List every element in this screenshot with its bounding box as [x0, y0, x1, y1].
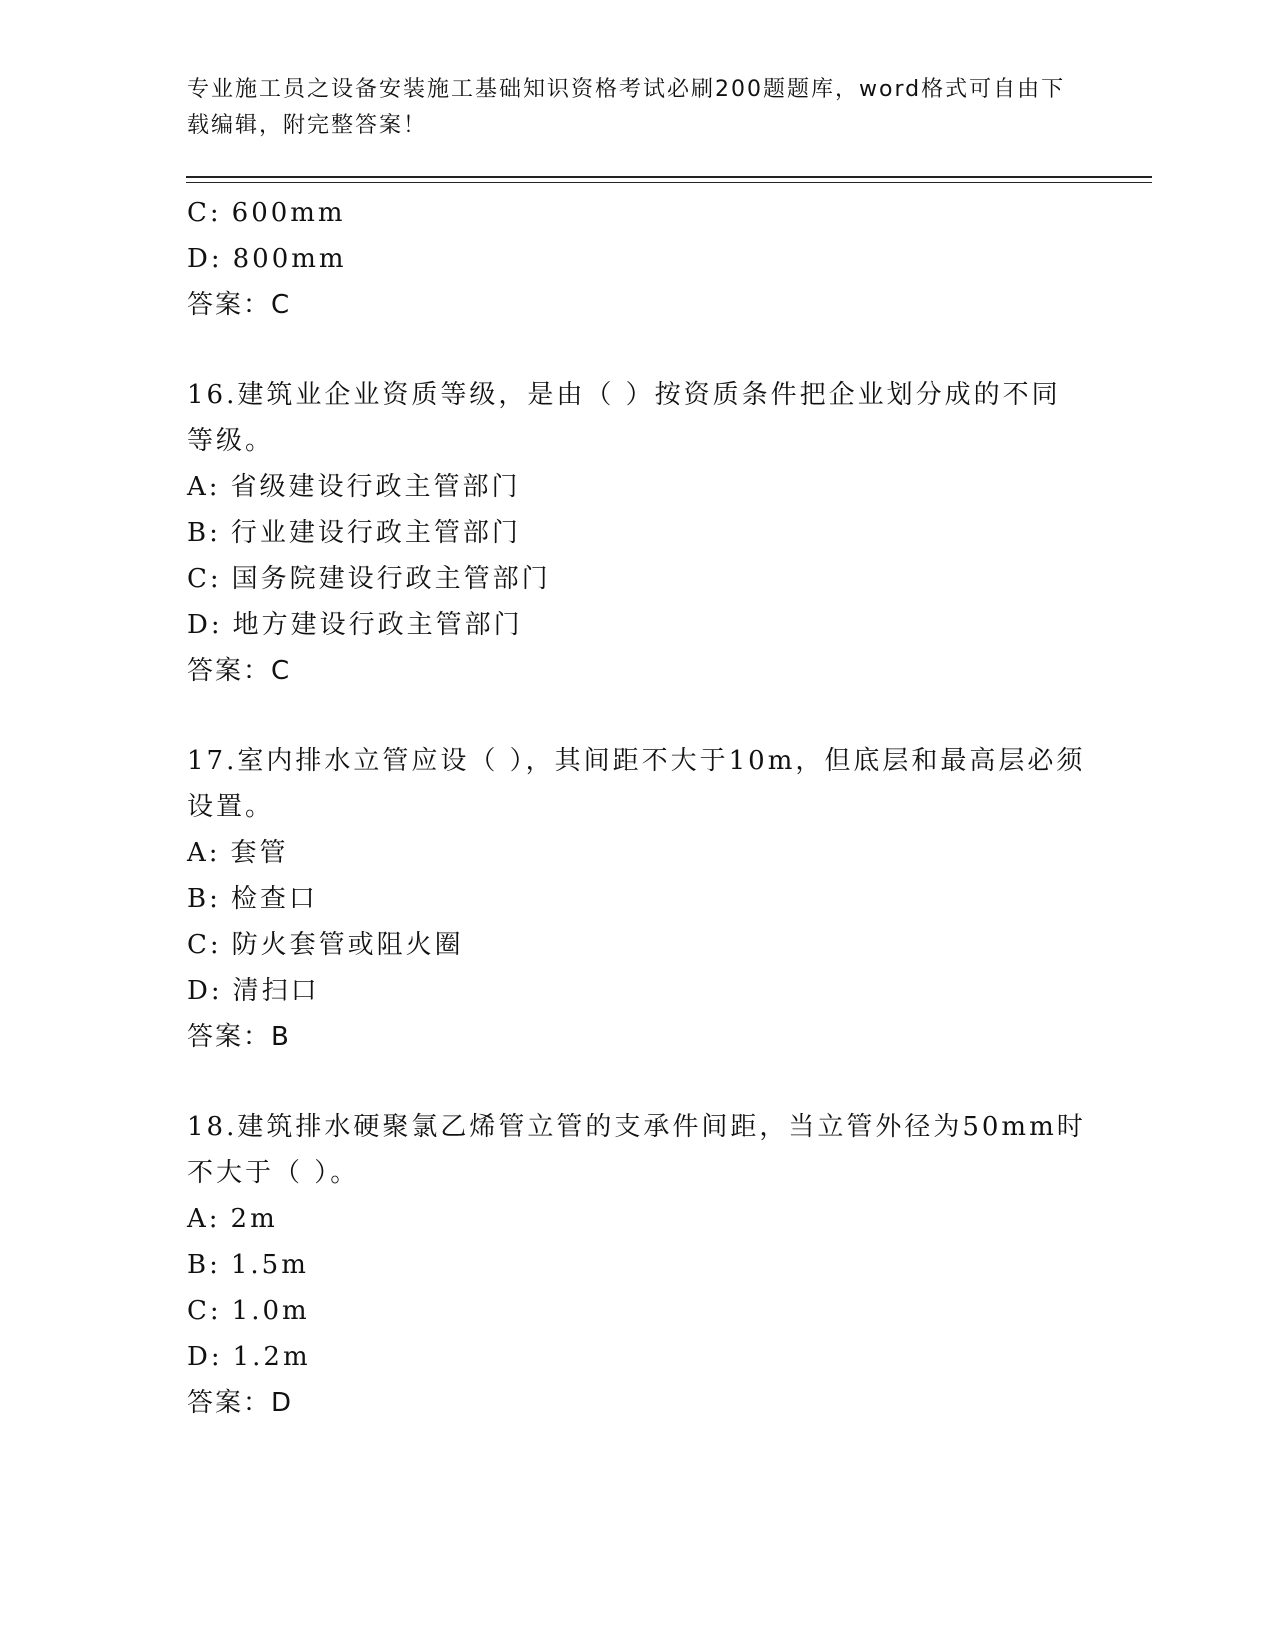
option-label: D:	[187, 610, 223, 640]
option-label: D:	[187, 1342, 223, 1372]
option-text: 2m	[230, 1204, 278, 1234]
option-text: 检查口	[230, 884, 318, 914]
option-label: D:	[187, 976, 223, 1006]
option-text: 套管	[230, 838, 289, 868]
spacer	[187, 694, 1087, 738]
question-stem-line2: 设置。	[187, 792, 275, 822]
option-b	[187, 1242, 1087, 1288]
question-stem-line1: 16.建筑业企业资质等级，是由（ ）按资质条件把企业划分成的不同	[187, 380, 1061, 410]
option-label: D:	[187, 244, 223, 274]
option-c	[187, 190, 1087, 236]
option-d	[187, 602, 1087, 648]
answer-line: 答案：B	[187, 1022, 291, 1052]
spacer	[187, 1060, 1087, 1104]
option-label: B:	[187, 884, 221, 914]
question-content	[187, 190, 1087, 1426]
question-17	[187, 738, 1087, 1060]
option-label: A:	[187, 1204, 221, 1234]
page-header: 专业施工员之设备安装施工基础知识资格考试必刷200题题库，word格式可自由下载编辑，附完整答案！	[187, 77, 1066, 138]
option-d	[187, 968, 1087, 1014]
option-a	[187, 464, 1087, 510]
continued-question	[187, 190, 1087, 328]
option-text: 1.0m	[231, 1296, 310, 1326]
question-stem-line1: 17.室内排水立管应设（ ），其间距不大于10m，但底层和最高层必须	[187, 746, 1086, 776]
option-c	[187, 556, 1087, 602]
option-label: B:	[187, 518, 221, 548]
option-label: A:	[187, 838, 221, 868]
option-a	[187, 830, 1087, 876]
option-text: 1.5m	[230, 1250, 309, 1280]
option-label: C:	[187, 564, 222, 594]
header-rule-bottom	[186, 182, 1152, 183]
option-text: 1.2m	[232, 1342, 311, 1372]
option-d	[187, 1334, 1087, 1380]
option-label: C:	[187, 930, 222, 960]
option-label: A:	[187, 472, 221, 502]
question-stem-line2: 等级。	[187, 426, 275, 456]
spacer	[187, 328, 1087, 372]
question-stem-line2: 不大于（ ）。	[187, 1158, 360, 1188]
option-b	[187, 876, 1087, 922]
answer-line: 答案：C	[187, 656, 292, 686]
option-label: C:	[187, 1296, 222, 1326]
option-c	[187, 922, 1087, 968]
option-label: C:	[187, 198, 222, 228]
question-16	[187, 372, 1087, 694]
option-d	[187, 236, 1087, 282]
option-text: 清扫口	[232, 976, 320, 1006]
header-rule-top	[186, 176, 1152, 178]
answer-line: 答案：C	[187, 290, 292, 320]
option-text: 800mm	[232, 244, 347, 274]
answer-line: 答案：D	[187, 1388, 294, 1418]
question-18	[187, 1104, 1087, 1426]
option-text: 地方建设行政主管部门	[232, 610, 523, 640]
option-text: 国务院建设行政主管部门	[231, 564, 551, 594]
option-a	[187, 1196, 1087, 1242]
option-b	[187, 510, 1087, 556]
option-label: B:	[187, 1250, 221, 1280]
question-stem-line1: 18.建筑排水硬聚氯乙烯管立管的支承件间距，当立管外径为50mm时	[187, 1112, 1086, 1142]
option-text: 防火套管或阻火圈	[231, 930, 464, 960]
option-c	[187, 1288, 1087, 1334]
option-text: 行业建设行政主管部门	[230, 518, 521, 548]
option-text: 省级建设行政主管部门	[230, 472, 521, 502]
option-text: 600mm	[231, 198, 346, 228]
